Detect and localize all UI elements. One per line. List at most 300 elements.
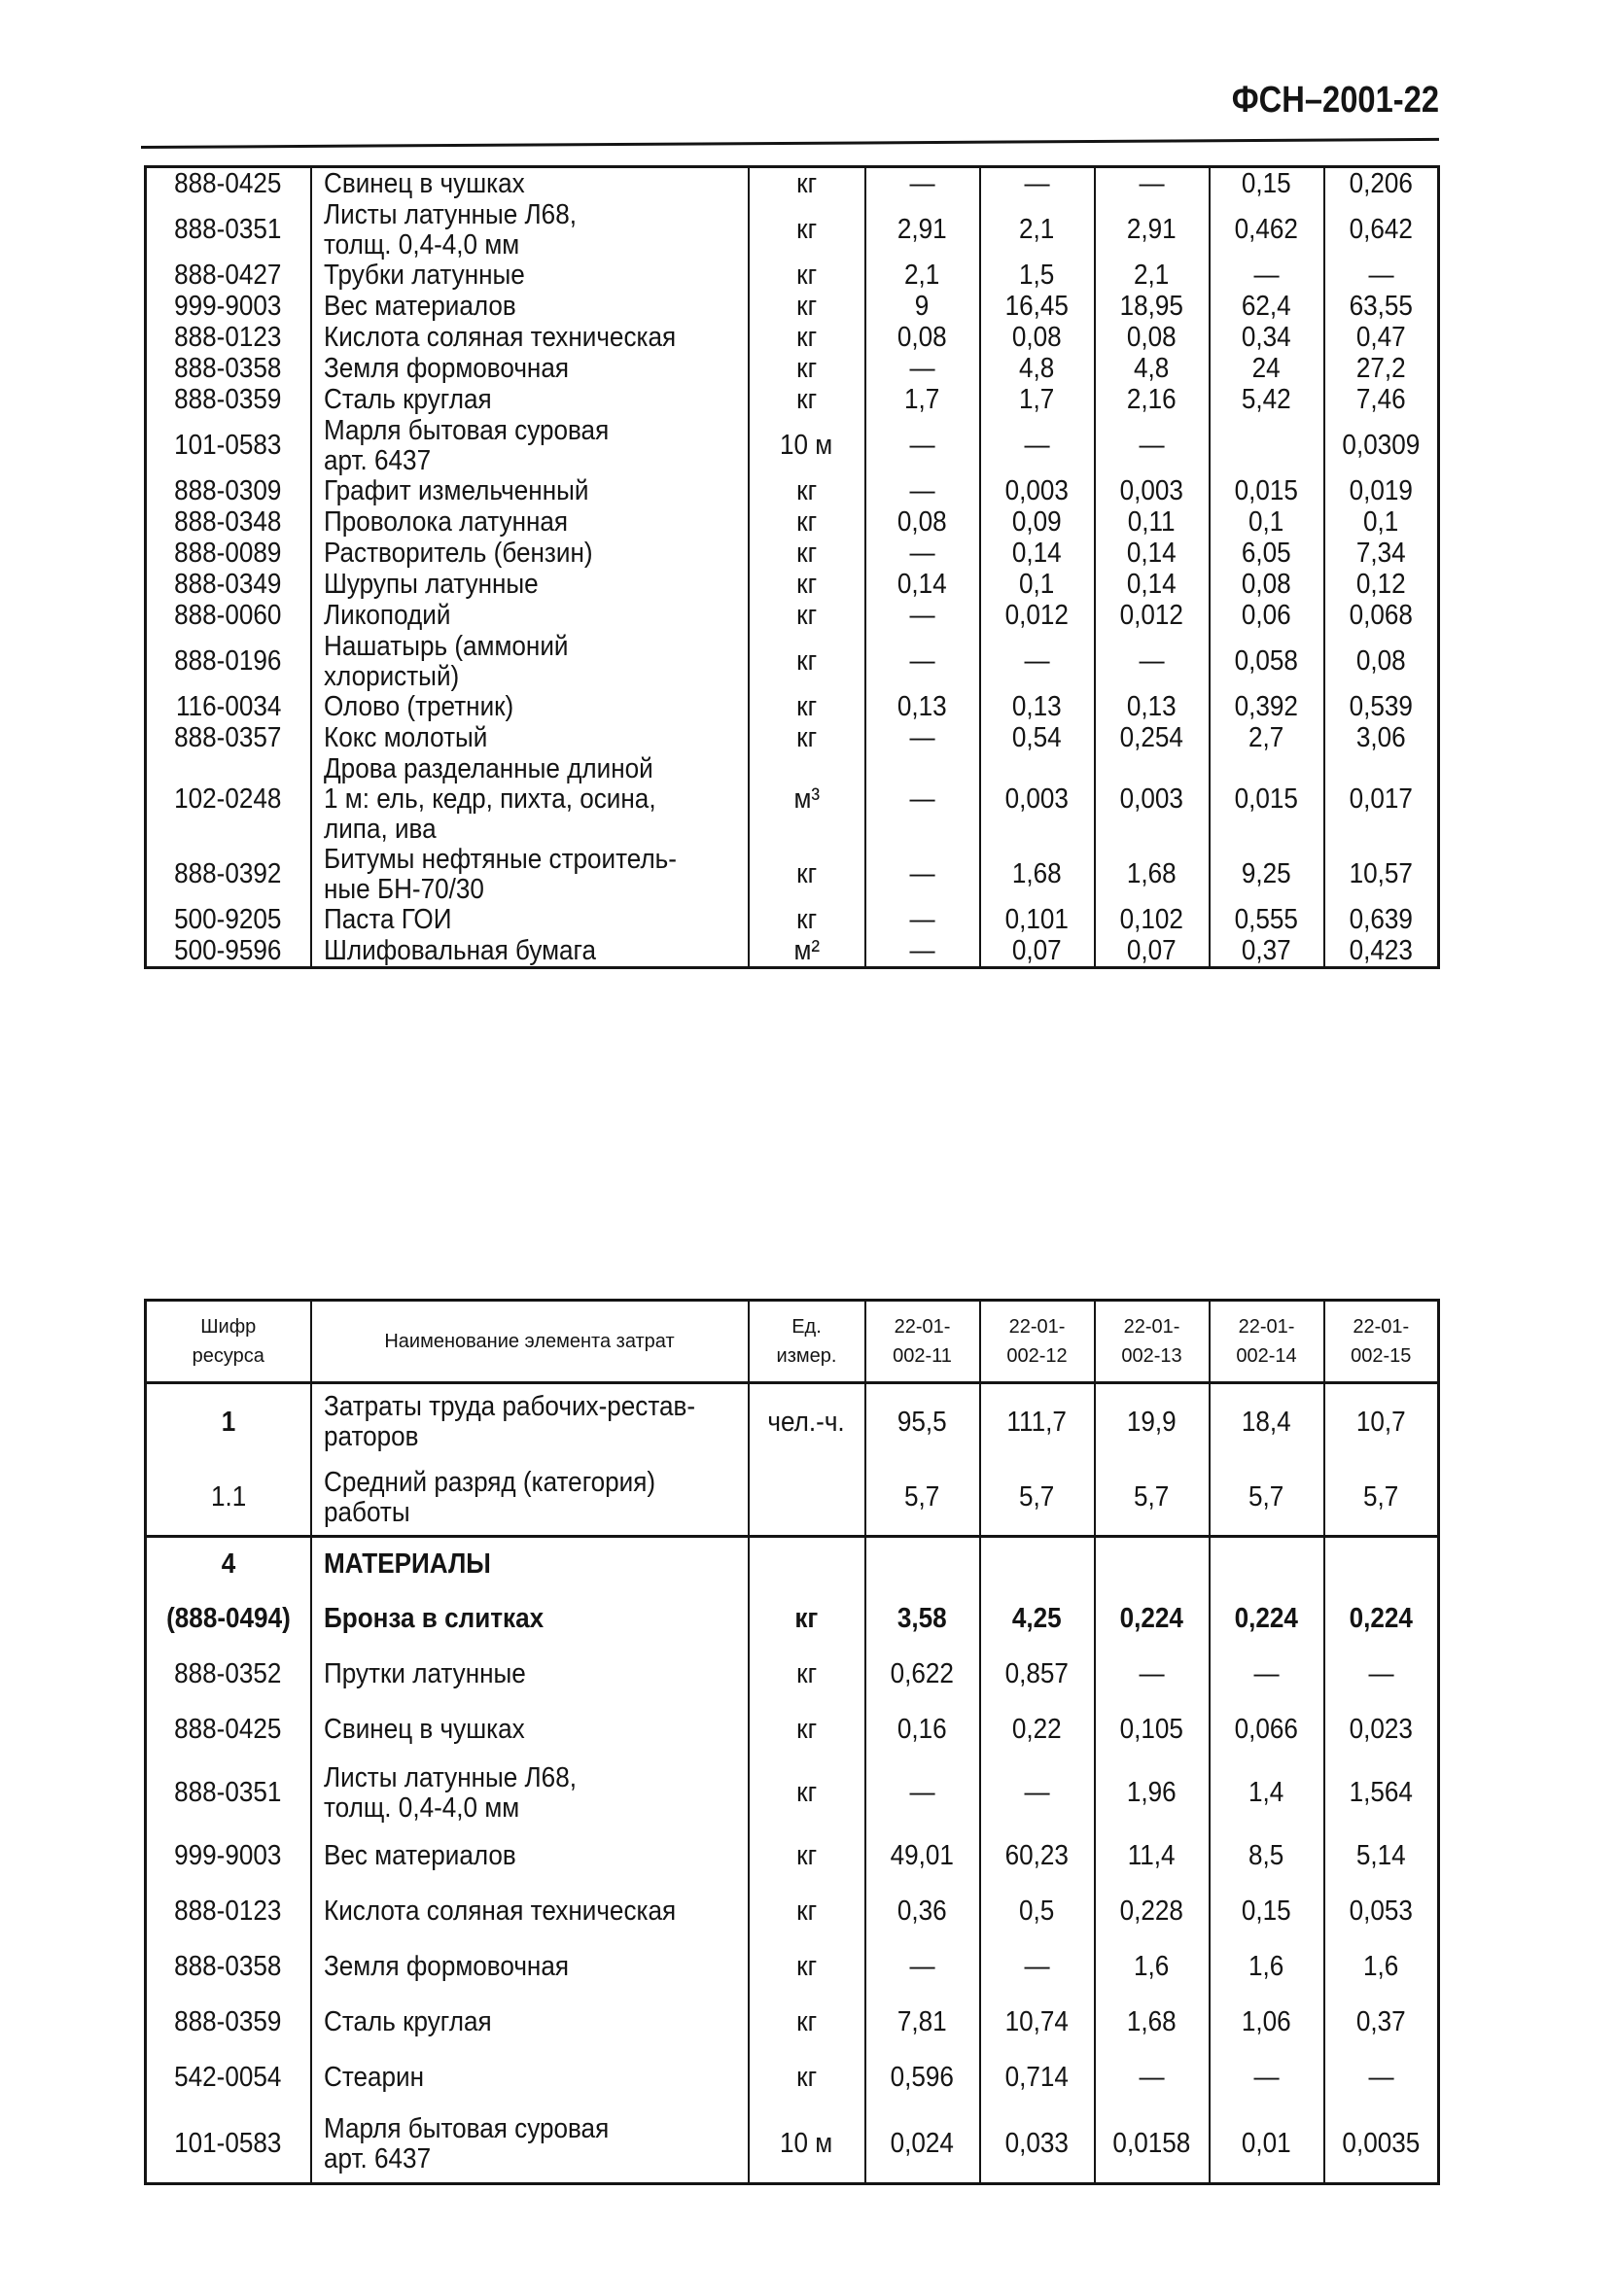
cost-element-name: Стеарин bbox=[323, 2062, 424, 2093]
norm-value-cell-1 bbox=[865, 845, 980, 905]
norm-value-cell-2 bbox=[980, 570, 1095, 601]
norm-value-cell-1 bbox=[865, 167, 980, 200]
norm-value: 0,13 bbox=[897, 691, 947, 722]
norm-value: — bbox=[909, 1777, 935, 1808]
norm-value-cell-5 bbox=[1324, 936, 1439, 968]
norm-value-cell-1 bbox=[865, 601, 980, 632]
norm-value: — bbox=[909, 167, 935, 199]
unit: кг bbox=[796, 1896, 817, 1927]
norm-value: 0,14 bbox=[1012, 538, 1062, 569]
norm-value: 0,622 bbox=[890, 1658, 955, 1689]
norm-value-cell-5 bbox=[1324, 200, 1439, 261]
cost-element-name: Кислота соляная техническая bbox=[323, 322, 676, 353]
norm-value: — bbox=[1024, 1777, 1050, 1808]
norm-value-cell-4 bbox=[1210, 632, 1324, 692]
norm-value: 7,46 bbox=[1355, 384, 1406, 415]
norm-value-cell-3 bbox=[1095, 692, 1210, 723]
header-rule bbox=[141, 138, 1439, 149]
table-row bbox=[146, 476, 1439, 507]
unit: кг bbox=[796, 569, 817, 600]
cost-element-name: арт. 6437 bbox=[323, 444, 431, 476]
norm-value-cell-3 bbox=[1095, 905, 1210, 936]
table-row bbox=[146, 323, 1439, 354]
norm-value-cell-5 bbox=[1324, 416, 1439, 476]
norm-value: 0,47 bbox=[1355, 322, 1406, 353]
norm-value-cell-2 bbox=[980, 1828, 1095, 1885]
norm-value: 0,053 bbox=[1349, 1896, 1413, 1927]
norm-value-cell-3 bbox=[1095, 261, 1210, 292]
norm-value: — bbox=[909, 1951, 935, 1982]
cost-element-name-cell bbox=[311, 845, 749, 905]
norm-value-cell-3 bbox=[1095, 507, 1210, 539]
cost-element-name-cell bbox=[311, 261, 749, 292]
cost-element-name-cell bbox=[311, 2050, 749, 2106]
cost-element-name: Листы латунные Л68, bbox=[323, 1761, 577, 1793]
cost-element-name-cell bbox=[311, 292, 749, 323]
norm-value: 4,8 bbox=[1019, 353, 1055, 384]
resource-code-cell bbox=[146, 200, 311, 261]
norm-value-cell-1 bbox=[865, 632, 980, 692]
norm-value-cell-3 bbox=[1095, 416, 1210, 476]
resource-code: 102-0248 bbox=[174, 783, 282, 815]
norm-value-cell-2 bbox=[980, 416, 1095, 476]
cost-element-name-cell bbox=[311, 167, 749, 200]
header-unit bbox=[749, 1301, 865, 1383]
norm-value-cell-4 bbox=[1210, 1461, 1324, 1537]
norm-value: 0,09 bbox=[1012, 506, 1062, 538]
cost-element-name: Битумы нефтяные строитель- bbox=[323, 843, 677, 875]
cost-element-name-cell bbox=[311, 2106, 749, 2184]
unit: кг bbox=[794, 1603, 819, 1634]
norm-value-cell-3 bbox=[1095, 323, 1210, 354]
norm-value: 0,003 bbox=[1004, 783, 1070, 815]
resource-code: 888-0351 bbox=[174, 214, 282, 245]
norm-value: — bbox=[1024, 645, 1050, 677]
norm-value-cell-4 bbox=[1210, 936, 1324, 968]
norm-value-cell-3 bbox=[1095, 723, 1210, 754]
norm-value: 0,22 bbox=[1012, 1714, 1062, 1745]
norm-value: — bbox=[909, 645, 935, 677]
cost-element-name: Нашатырь (аммоний bbox=[323, 630, 569, 662]
norm-value: 0,08 bbox=[897, 506, 947, 538]
header-norm-col-4 bbox=[1210, 1301, 1324, 1383]
norm-value: 0,003 bbox=[1119, 475, 1184, 506]
resource-code-cell bbox=[146, 1648, 311, 1702]
cost-element-name: липа, ива bbox=[323, 813, 437, 845]
norm-value-cell-4 bbox=[1210, 200, 1324, 261]
unit: кг bbox=[796, 214, 817, 245]
norm-value-cell-2 bbox=[980, 1702, 1095, 1758]
norm-value: 0,066 bbox=[1234, 1714, 1299, 1745]
norm-value: 0,058 bbox=[1234, 645, 1299, 677]
resource-code: 888-0349 bbox=[174, 569, 282, 600]
norm-value: 1,6 bbox=[1248, 1951, 1284, 1982]
header-text: Шифр bbox=[200, 1316, 257, 1338]
norm-value-cell-5 bbox=[1324, 1702, 1439, 1758]
norm-value-cell-3 bbox=[1095, 385, 1210, 416]
norm-value-cell-3 bbox=[1095, 539, 1210, 570]
unit: м³ bbox=[793, 783, 820, 815]
cost-element-name: Средний разряд (категория) bbox=[323, 1466, 655, 1498]
unit: кг bbox=[796, 691, 817, 722]
norm-value-cell-4 bbox=[1210, 754, 1324, 845]
resource-code-cell bbox=[146, 1996, 311, 2050]
norm-value-cell-2 bbox=[980, 292, 1095, 323]
resource-code-cell bbox=[146, 1591, 311, 1648]
norm-value: — bbox=[909, 538, 935, 569]
norm-value: 0,01 bbox=[1242, 2128, 1291, 2160]
resource-code: 888-0359 bbox=[174, 384, 282, 415]
cost-element-name: Земля формовочная bbox=[323, 1951, 569, 1982]
norm-value: 0,12 bbox=[1355, 569, 1406, 600]
unit-cell bbox=[749, 570, 865, 601]
norm-value-cell-3 bbox=[1095, 936, 1210, 968]
resource-code: 500-9205 bbox=[174, 904, 282, 935]
cost-element-name-cell bbox=[311, 1939, 749, 1996]
norm-value-cell-4 bbox=[1210, 1383, 1324, 1461]
norm-value: — bbox=[1253, 2062, 1280, 2093]
cost-element-name: 1 м: ель, кедр, пихта, осина, bbox=[323, 783, 656, 815]
norm-value: 16,45 bbox=[1004, 291, 1070, 322]
cost-element-name: Графит измельченный bbox=[323, 475, 588, 506]
norm-value: 0,08 bbox=[1242, 569, 1291, 600]
norm-value-cell-3 bbox=[1095, 1939, 1210, 1996]
cost-element-name: Кокс молотый bbox=[323, 722, 487, 753]
norm-value: — bbox=[1024, 430, 1050, 461]
cost-element-name: Сталь круглая bbox=[323, 2006, 492, 2037]
norm-value-cell-4 bbox=[1210, 1537, 1324, 1591]
header-text: измер. bbox=[776, 1345, 837, 1367]
norm-value-cell-1 bbox=[865, 1591, 980, 1648]
norm-value-cell-4 bbox=[1210, 1996, 1324, 2050]
resource-code-cell bbox=[146, 936, 311, 968]
unit-cell bbox=[749, 1537, 865, 1591]
resource-code: 888-0123 bbox=[174, 1896, 282, 1927]
resource-code-cell bbox=[146, 632, 311, 692]
unit-cell bbox=[749, 723, 865, 754]
header-text: 22-01- bbox=[1123, 1316, 1180, 1338]
norm-value: 0,1 bbox=[1248, 506, 1284, 538]
norm-value-cell-1 bbox=[865, 539, 980, 570]
cost-element-name-cell bbox=[311, 1648, 749, 1702]
norm-value: — bbox=[909, 904, 935, 935]
norm-value: 24 bbox=[1251, 353, 1282, 384]
header-text: 002-11 bbox=[893, 1345, 952, 1367]
unit: кг bbox=[796, 2006, 817, 2037]
norm-value-cell-4 bbox=[1210, 1702, 1324, 1758]
cost-element-name: Вес материалов bbox=[323, 1840, 516, 1871]
norm-value: — bbox=[1139, 1658, 1165, 1689]
norm-value-cell-4 bbox=[1210, 1939, 1324, 1996]
cost-element-name: Земля формовочная bbox=[323, 353, 569, 384]
norm-value-cell-3 bbox=[1095, 1702, 1210, 1758]
norm-value-cell-4 bbox=[1210, 1648, 1324, 1702]
norm-value: 0,07 bbox=[1012, 934, 1062, 966]
norm-value: 0,254 bbox=[1119, 722, 1184, 753]
norm-value-cell-1 bbox=[865, 905, 980, 936]
table-row bbox=[146, 1461, 1439, 1537]
unit-cell bbox=[749, 1648, 865, 1702]
unit: кг bbox=[796, 904, 817, 935]
norm-value-cell-2 bbox=[980, 261, 1095, 292]
resource-code-cell bbox=[146, 723, 311, 754]
norm-value: — bbox=[1368, 2062, 1394, 2093]
norm-value: 0,639 bbox=[1349, 904, 1413, 935]
table-row bbox=[146, 1537, 1439, 1591]
norm-value: 5,7 bbox=[1363, 1481, 1399, 1513]
cost-element-name: раторов bbox=[323, 1421, 419, 1453]
cost-element-name: Свинец в чушках bbox=[323, 167, 525, 199]
norm-value-cell-3 bbox=[1095, 1461, 1210, 1537]
norm-value-cell-1 bbox=[865, 1702, 980, 1758]
header-text: 002-12 bbox=[1006, 1345, 1068, 1367]
unit-cell bbox=[749, 323, 865, 354]
table-row bbox=[146, 1702, 1439, 1758]
resource-code: 999-9003 bbox=[174, 291, 282, 322]
unit: кг bbox=[796, 1777, 817, 1808]
norm-value-cell-1 bbox=[865, 570, 980, 601]
unit: кг bbox=[796, 1714, 817, 1745]
table-row bbox=[146, 354, 1439, 385]
header-text: 22-01- bbox=[894, 1316, 951, 1338]
norm-value-cell-1 bbox=[865, 476, 980, 507]
norm-value-cell-5 bbox=[1324, 539, 1439, 570]
norm-value: 0,015 bbox=[1234, 783, 1299, 815]
table-row bbox=[146, 905, 1439, 936]
cost-element-name-cell bbox=[311, 1461, 749, 1537]
cost-element-name-cell bbox=[311, 601, 749, 632]
unit-cell bbox=[749, 845, 865, 905]
cost-element-name-cell bbox=[311, 323, 749, 354]
norm-value-cell-5 bbox=[1324, 167, 1439, 200]
norm-value-cell-4 bbox=[1210, 167, 1324, 200]
norm-value-cell-5 bbox=[1324, 1537, 1439, 1591]
norm-value-cell-4 bbox=[1210, 261, 1324, 292]
norm-value-cell-5 bbox=[1324, 354, 1439, 385]
resource-code-cell bbox=[146, 570, 311, 601]
norm-value-cell-5 bbox=[1324, 1383, 1439, 1461]
resource-code: 1 bbox=[221, 1406, 236, 1438]
norm-value-cell-5 bbox=[1324, 905, 1439, 936]
resource-code-cell bbox=[146, 1885, 311, 1939]
resource-code: 542-0054 bbox=[174, 2062, 282, 2093]
header-resource-code bbox=[146, 1301, 311, 1383]
table-row bbox=[146, 1648, 1439, 1702]
norm-value-cell-5 bbox=[1324, 692, 1439, 723]
norm-value: 10,57 bbox=[1349, 858, 1413, 889]
header-norm-col-1 bbox=[865, 1301, 980, 1383]
header-norm-col-2 bbox=[980, 1301, 1095, 1383]
norm-value: 0,023 bbox=[1349, 1714, 1413, 1745]
norm-value-cell-3 bbox=[1095, 476, 1210, 507]
norm-value-cell-2 bbox=[980, 1996, 1095, 2050]
resource-code-cell bbox=[146, 416, 311, 476]
cost-element-name: Дрова разделанные длиной bbox=[323, 752, 653, 784]
norm-value: 1,7 bbox=[904, 384, 940, 415]
resource-code-cell bbox=[146, 167, 311, 200]
norm-value: — bbox=[909, 430, 935, 461]
norm-value-cell-1 bbox=[865, 1383, 980, 1461]
norm-value-cell-4 bbox=[1210, 1591, 1324, 1648]
header-text: 22-01- bbox=[1238, 1316, 1295, 1338]
norm-value: 0,033 bbox=[1004, 2128, 1070, 2160]
norm-value: 6,05 bbox=[1242, 538, 1291, 569]
norm-value: 0,5 bbox=[1019, 1896, 1055, 1927]
resource-code: 888-0359 bbox=[174, 2006, 282, 2037]
header-text: ресурса bbox=[192, 1345, 264, 1367]
norm-value-cell-1 bbox=[865, 2106, 980, 2184]
norm-value-cell-2 bbox=[980, 385, 1095, 416]
norm-value-cell-3 bbox=[1095, 1537, 1210, 1591]
norm-value: 1,4 bbox=[1248, 1777, 1284, 1808]
norm-value-cell-2 bbox=[980, 507, 1095, 539]
unit-cell bbox=[749, 507, 865, 539]
norm-value-cell-2 bbox=[980, 1758, 1095, 1828]
norm-value-cell-3 bbox=[1095, 1828, 1210, 1885]
unit: кг bbox=[796, 2062, 817, 2093]
unit-cell bbox=[749, 1996, 865, 2050]
norm-value-cell-3 bbox=[1095, 754, 1210, 845]
norm-value: — bbox=[909, 783, 935, 815]
header-text: Ед. bbox=[791, 1316, 822, 1338]
resource-code-cell bbox=[146, 323, 311, 354]
norm-value-cell-1 bbox=[865, 1996, 980, 2050]
norm-value-cell-2 bbox=[980, 354, 1095, 385]
norm-value: 2,7 bbox=[1248, 722, 1284, 753]
cost-element-name-cell bbox=[311, 354, 749, 385]
norm-value: 1,68 bbox=[1127, 2006, 1177, 2037]
norm-value-cell-2 bbox=[980, 754, 1095, 845]
norm-value-cell-2 bbox=[980, 601, 1095, 632]
norm-value-cell-5 bbox=[1324, 261, 1439, 292]
norm-value: 5,42 bbox=[1242, 384, 1291, 415]
norm-value: — bbox=[1253, 260, 1280, 291]
norm-value: 0,105 bbox=[1119, 1714, 1184, 1745]
norm-value: 0,08 bbox=[1127, 322, 1177, 353]
norm-value: — bbox=[1139, 2062, 1165, 2093]
norm-value-cell-2 bbox=[980, 936, 1095, 968]
table-header-row bbox=[146, 1301, 1439, 1383]
norm-value-cell-3 bbox=[1095, 601, 1210, 632]
cost-element-name-cell bbox=[311, 539, 749, 570]
norm-value-cell-1 bbox=[865, 261, 980, 292]
norm-value-cell-5 bbox=[1324, 632, 1439, 692]
norm-value-cell-1 bbox=[865, 1885, 980, 1939]
norm-value: 0,0309 bbox=[1342, 430, 1421, 461]
resource-code: 500-9596 bbox=[174, 934, 282, 966]
resource-code: 101-0583 bbox=[174, 430, 282, 461]
table-row bbox=[146, 1885, 1439, 1939]
norm-value: 1,68 bbox=[1012, 858, 1062, 889]
norm-value-cell-1 bbox=[865, 754, 980, 845]
cost-element-name: толщ. 0,4-4,0 мм bbox=[323, 1792, 519, 1824]
norm-value-cell-3 bbox=[1095, 2050, 1210, 2106]
norm-value: — bbox=[1024, 167, 1050, 199]
norm-value: 9 bbox=[915, 291, 930, 322]
unit: м² bbox=[793, 934, 820, 966]
resource-code-cell bbox=[146, 905, 311, 936]
norm-value: 0,462 bbox=[1234, 214, 1299, 245]
norm-value-cell-4 bbox=[1210, 416, 1324, 476]
norm-value: 0,003 bbox=[1004, 475, 1070, 506]
table-row bbox=[146, 1828, 1439, 1885]
norm-value: 10,74 bbox=[1004, 2006, 1070, 2037]
resource-code-cell bbox=[146, 354, 311, 385]
unit: кг bbox=[796, 167, 817, 199]
norm-value-cell-1 bbox=[865, 2050, 980, 2106]
norm-value-cell-5 bbox=[1324, 507, 1439, 539]
norm-value: 8,5 bbox=[1248, 1840, 1284, 1871]
unit-cell bbox=[749, 292, 865, 323]
norm-value: 0,206 bbox=[1349, 167, 1413, 199]
cost-element-name: Сталь круглая bbox=[323, 384, 492, 415]
norm-value-cell-5 bbox=[1324, 1461, 1439, 1537]
norm-value: — bbox=[1368, 260, 1394, 291]
norm-value-cell-1 bbox=[865, 1758, 980, 1828]
header-cost-element-name bbox=[311, 1301, 749, 1383]
norm-value: 2,91 bbox=[1127, 214, 1177, 245]
norm-value: 19,9 bbox=[1127, 1406, 1177, 1438]
cost-element-name: Кислота соляная техническая bbox=[323, 1896, 676, 1927]
norm-value: 11,4 bbox=[1128, 1840, 1176, 1871]
norm-value-cell-3 bbox=[1095, 570, 1210, 601]
norm-value-cell-5 bbox=[1324, 1996, 1439, 2050]
norm-value-cell-5 bbox=[1324, 385, 1439, 416]
norm-value-cell-2 bbox=[980, 200, 1095, 261]
norm-value-cell-1 bbox=[865, 200, 980, 261]
norm-value-cell-5 bbox=[1324, 2050, 1439, 2106]
norm-value-cell-5 bbox=[1324, 1939, 1439, 1996]
norm-value: 0,024 bbox=[890, 2128, 955, 2160]
norm-value-cell-5 bbox=[1324, 723, 1439, 754]
norm-value: — bbox=[909, 475, 935, 506]
norm-value-cell-4 bbox=[1210, 845, 1324, 905]
header-text: 002-14 bbox=[1236, 1345, 1297, 1367]
cost-element-name-cell bbox=[311, 632, 749, 692]
unit: кг bbox=[796, 260, 817, 291]
norm-value: 5,7 bbox=[904, 1481, 940, 1513]
norm-value-cell-5 bbox=[1324, 1591, 1439, 1648]
norm-value: 1,96 bbox=[1127, 1777, 1177, 1808]
cost-element-name-cell bbox=[311, 507, 749, 539]
header-text: Наименование элемента затрат bbox=[384, 1331, 675, 1352]
cost-element-name: Трубки латунные bbox=[323, 260, 525, 291]
norm-value: 5,7 bbox=[1248, 1481, 1284, 1513]
norm-value-cell-1 bbox=[865, 692, 980, 723]
norm-value: 5,7 bbox=[1134, 1481, 1170, 1513]
table-row bbox=[146, 507, 1439, 539]
cost-element-name-cell bbox=[311, 200, 749, 261]
norm-value-cell-1 bbox=[865, 723, 980, 754]
norm-value-cell-5 bbox=[1324, 2106, 1439, 2184]
resource-code: 888-0196 bbox=[174, 645, 282, 677]
cost-element-name: Ликоподий bbox=[323, 600, 450, 631]
norm-value: 0,06 bbox=[1242, 600, 1291, 631]
table-row bbox=[146, 1591, 1439, 1648]
header-norm-col-3 bbox=[1095, 1301, 1210, 1383]
cost-element-name-cell bbox=[311, 1383, 749, 1461]
norm-value-cell-4 bbox=[1210, 1758, 1324, 1828]
resource-code: 101-0583 bbox=[174, 2128, 282, 2160]
norm-value: 0,003 bbox=[1119, 783, 1184, 815]
unit-cell bbox=[749, 1461, 865, 1537]
unit-cell bbox=[749, 1828, 865, 1885]
unit-cell bbox=[749, 1758, 865, 1828]
norm-value: 0,555 bbox=[1234, 904, 1299, 935]
unit: 10 м bbox=[780, 2128, 833, 2160]
unit-cell bbox=[749, 167, 865, 200]
norm-value: 2,1 bbox=[1019, 214, 1055, 245]
